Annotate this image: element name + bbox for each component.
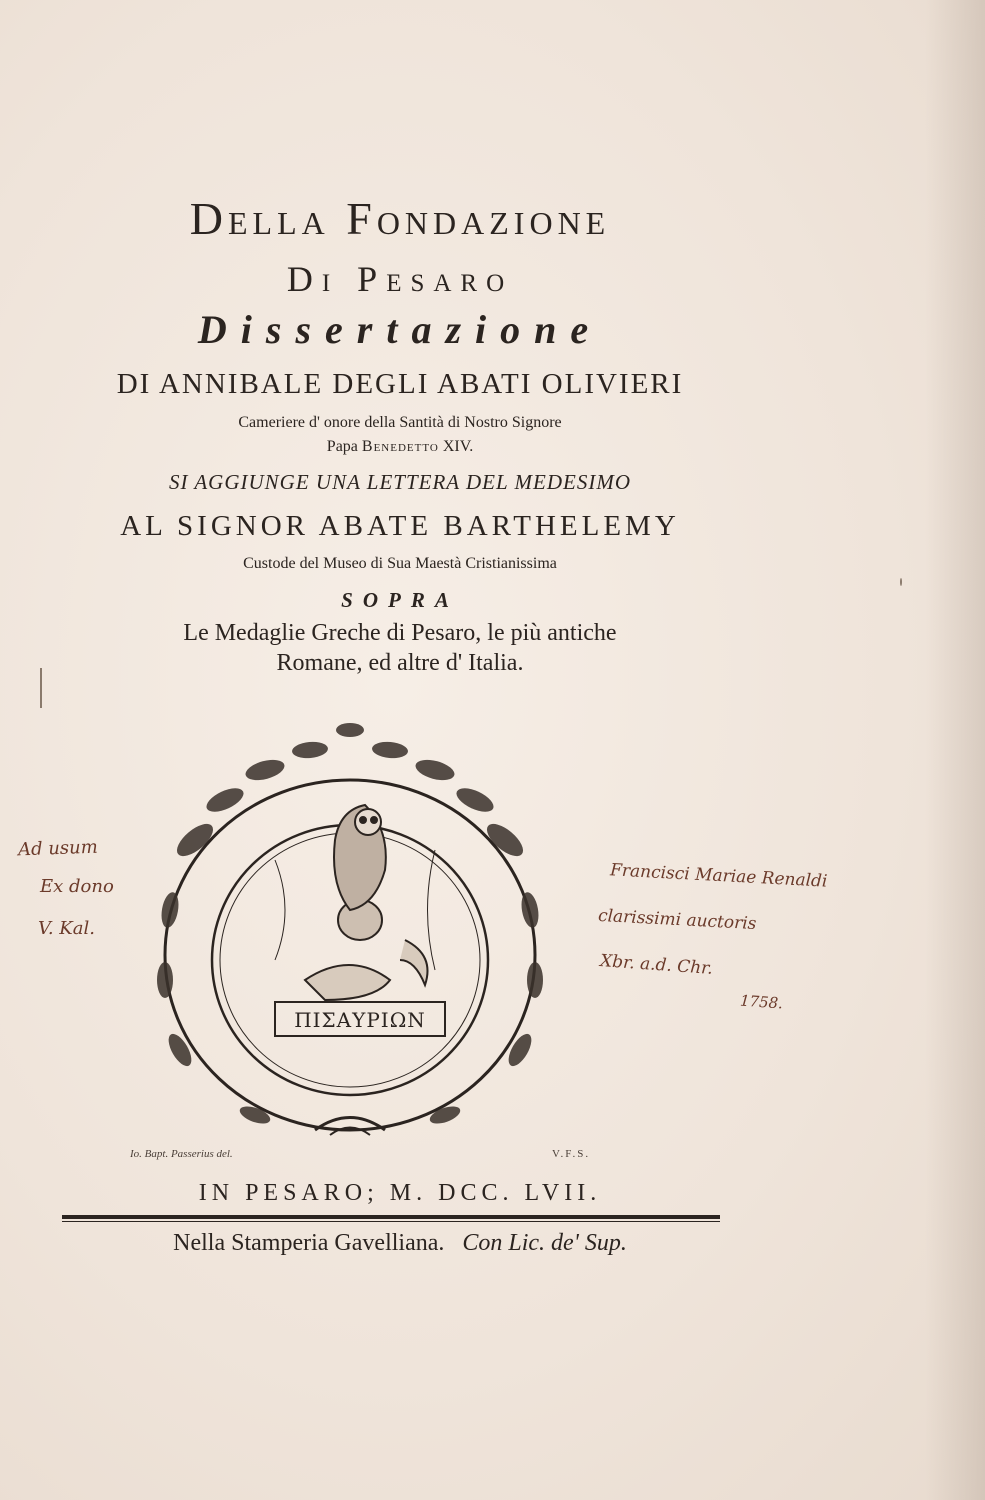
title-line-3: Dissertazione (197, 307, 603, 352)
license-text: Con Lic. de' Sup. (462, 1230, 627, 1256)
author-office-line: Cameriere d' onore della Santità di Nostro Signore (238, 414, 562, 431)
sopra-line: SOPRA (341, 588, 459, 612)
pope-suffix: XIV. (438, 438, 474, 455)
author-line: DI ANNIBALE DEGLI ABATI OLIVIERI (116, 368, 684, 400)
title-line-1: Della Fondazione (189, 193, 611, 244)
subject-line-2: Romane, ed altre d' Italia. (276, 650, 524, 676)
coin-vignette-engraving (135, 710, 565, 1145)
paper-fold-mark (40, 668, 42, 708)
paper-speck (900, 578, 902, 586)
imprint-rule-thick (62, 1215, 720, 1219)
inscription-right-4: 1758. (739, 991, 784, 1013)
page-gutter-shadow (925, 0, 985, 1500)
recipient-office-line: Custode del Museo di Sua Maestà Cristianissima (243, 555, 557, 572)
imprint-place-date: IN PESARO; M. DCC. LVII. (198, 1180, 602, 1206)
pope-name: Benedetto (361, 438, 439, 455)
engraver-credit-left: Io. Bapt. Passerius del. (130, 1148, 233, 1160)
pope-prefix: Papa (326, 438, 362, 455)
inscription-right-3: Xbr. a.d. Chr. (599, 951, 714, 979)
inscription-left-3: V. Kal. (38, 918, 95, 939)
inscription-left-1: Ad usum (17, 836, 99, 861)
printer-line (0, 1230, 800, 1257)
inscription-left-2: Ex dono (40, 876, 114, 897)
addition-line: SI AGGIUNGE UNA LETTERA DEL MEDESIMO (168, 470, 632, 494)
inscription-right-2: clarissimi auctoris (597, 905, 757, 935)
subject-line-1: Le Medaglie Greche di Pesaro, le più antiche (183, 620, 617, 646)
title-line-2: Di Pesaro (286, 259, 514, 299)
engraver-credit-right: V.F.S. (552, 1148, 591, 1160)
inscription-right-1: Francisci Mariae Renaldi (609, 860, 828, 892)
coin-legend: ΠΙΣΑΥΡΙΩΝ (294, 1008, 426, 1032)
pope-line (0, 438, 800, 456)
imprint-rule-thin (62, 1221, 720, 1222)
printer-name: Nella Stamperia Gavelliana. (173, 1230, 445, 1256)
recipient-line: AL SIGNOR ABATE BARTHELEMY (120, 510, 680, 542)
